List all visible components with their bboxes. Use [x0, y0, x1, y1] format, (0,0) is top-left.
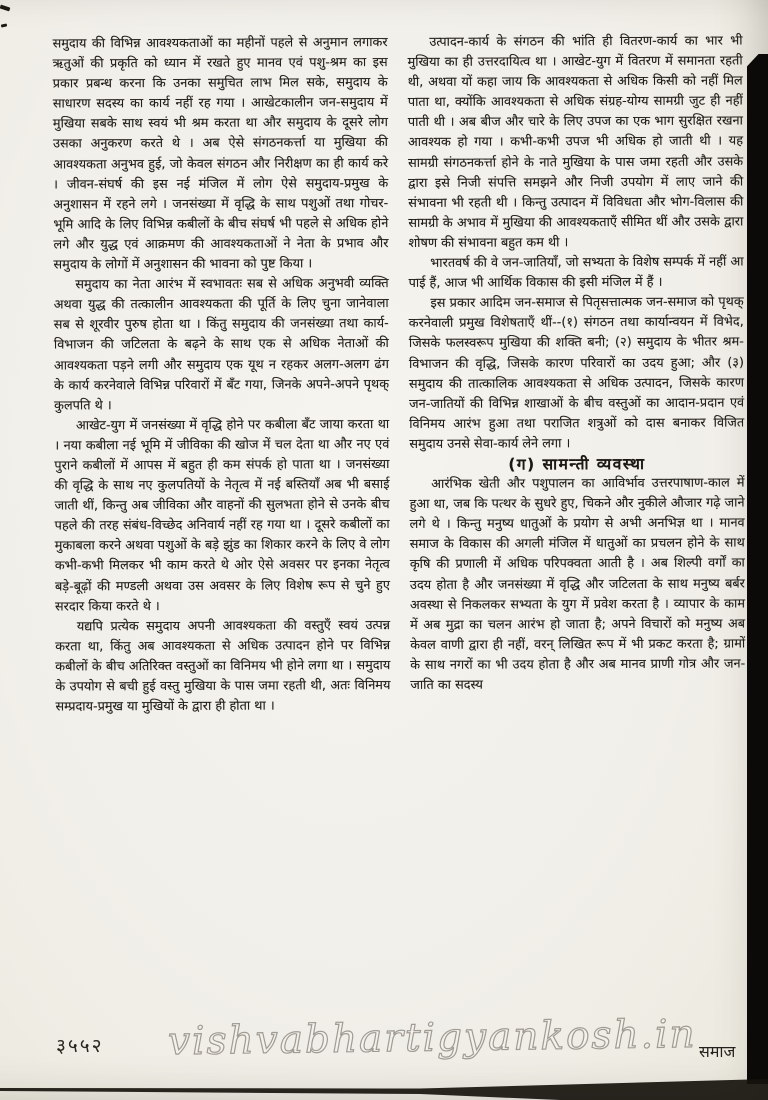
running-title: समाज [699, 1042, 736, 1061]
watermark: vishvabhartigyankosh.in [167, 1011, 697, 1065]
scan-edge-bottom [0, 1070, 768, 1100]
scan-speck [0, 5, 10, 12]
text-body [53, 31, 746, 717]
paragraph: आखेट-युग में जनसंख्या में वृद्धि होने पर कबीला बँट जाया करता था । नया कबीला नई भूमि में जीविका की खोज में चल देता था और नए एवं पुराने कबीलों में आपस में बहुत ही कम संपर्क हो पाता था । जनसंख्या की वृद्धि के साथ नए कुलपतियों के नेतृत्व में नई बस्तियाँ अब भी बसाई जाती थीं, किन्तु अब जीविका और वाहनों की सुलभता होने से उनके बीच पहले की तरह संबंध-विच्छेद अनिवार्य नहीं रह गया था । दूसरे कबीलों का मुकाबला करने अथवा पशुओं के बड़े झुंड का शिकार करने के लिए वे लोग कभी-कभी मिलकर भी काम करते थे ओर ऐसे अवसर पर इनका नेतृत्व बड़े-बूढ़ों की मण्डली अथवा उस अवसर के लिए विशेष रूप से चुने हुए सरदार किया करते थे । [54, 416, 390, 615]
paragraph: समुदाय का नेता आरंभ में स्वभावतः सब से अधिक अनुभवी व्यक्ति अथवा युद्ध की तत्कालीन आवश्यकता की पूर्ति के लिए चुना जानेवाला सब से शूरवीर पुरुष होता था । किंतु समुदाय की जनसंख्या तथा कार्य-विभाजन की जटिलता के बढ़ने के साथ एक से अधिक नेताओं की आवश्यकता पड़ने लगी और समुदाय एक यूथ न रहकर अलग-अलग ढंग के कार्य करनेवाले विभिन्न परिवारों में बँट गया, जिनके अपने-अपने पृथक् कुलपति थे । [53, 276, 390, 414]
paragraph: इस प्रकार आदिम जन-समाज से पितृसत्तात्मक जन-समाज को पृथक् करनेवाली प्रमुख विशेषताएँ थीं--(१) संगठन तथा कार्यान्वयन में विभेद, जिसके फलस्वरूप मुखिया की शक्ति बनी; (२) समुदाय के भीतर श्रम-विभाजन की वृद्धि, जिसके कारण परिवारों का उदय हुआ; और (३) समुदाय की तात्कालिक आवश्यकता से अधिक उत्पादन, जिसके कारण जन-जातियों की विभिन्न शाखाओं के बीच वस्तुओं का आदान-प्रदान एवं विनिमय आरंभ हुआ तथा पराजित शत्रुओं को दास बनाकर विजित समुदाय उनसे सेवा-कार्य लेने लगा । [408, 294, 745, 452]
paragraph: आरंभिक खेती और पशुपालन का आविर्भाव उत्तरपाषाण-काल में हुआ था, जब कि पत्थर के सुधरे हुए, चिकने और नुकीले औजार गढ़े जाने लगे थे । किन्तु मनुष्य धातुओं के प्रयोग से अभी अनभिज्ञ था । मानव समाज के विकास की अगली मंजिल में धातुओं का प्रचलन होने के साथ कृषि की प्रणाली में अधिक परिपक्वता आती है । अब शिल्पी वर्गों का उदय होता है और जनसंख्या में वृद्धि और जटिलता के साथ मनुष्य बर्बर अवस्था से निकलकर सभ्यता के युग में प्रवेश करता है । व्यापार के काम में अब मुद्रा का चलन आरंभ हो जाता है; अपने विचारों को मनुष्य अब केवल वाणी द्वारा ही नहीं, वरन् लिखित रूप में भी प्रकट करता है; ग्रामों के साथ नगरों का भी उदय होता है और अब मानव प्राणी गोत्र और जन-जाति का सदस्य [409, 475, 746, 693]
left-column [53, 33, 391, 718]
section-heading: (ग) सामन्ती व्यवस्था [508, 454, 646, 474]
right-column [408, 31, 746, 716]
paragraph: भारतवर्ष की वे जन-जातियाँ, जो सभ्यता के विशेष सम्पर्क में नहीं आ पाई हैं, आज भी आर्थिक विकास की इसी मंजिल में हैं । [408, 254, 744, 292]
scan-edge-right [747, 54, 768, 1084]
page-number: ३५५२ [56, 1035, 104, 1057]
paragraph: उत्पादन-कार्य के संगठन की भांति ही वितरण-कार्य का भार भी मुखिया का ही उत्तरदायित्व था । आखेट-युग में वितरण में समानता रहती थी, अथवा यों कहा जाय कि आवश्यकता से अधिक किसी को नहीं मिल पाता था, क्योंकि आवश्यकता से अधिक संग्रह-योग्य सामग्री जुट ही नहीं पाती थी । अब बीज और चारे के लिए उपज का एक भाग सुरक्षित रखना आवश्यक हो गया । कभी-कभी उपज भी अधिक हो जाती थी । यह सामग्री संगठनकर्त्ता होने के नाते मुखिया के पास जमा रहती और उसके द्वारा इसे निजी संपत्ति समझने और निजी उपयोग में लाए जाने की संभावना भी रहती थी । किन्तु उत्पादन में विविधता और भोग-विलास की सामग्री के अभाव में मुखिया की आवश्यकताएँ सीमित थीं और उसके द्वारा शोषण की संभावना बहुत कम थी । [407, 33, 744, 251]
scan-speck [1, 23, 7, 27]
paragraph: समुदाय की विभिन्न आवश्यकताओं का महीनों पहले से अनुमान लगाकर ऋतुओं की प्रकृति को ध्यान में रखते हुए मानव एवं पशु-श्रम का इस प्रकार प्रबन्ध करना कि उनका समुचित लाभ मिल सके, समुदाय के साधारण सदस्य का कार्य नहीं रह गया । आखेटकालीन जन-समुदाय में मुखिया सबके साथ स्वयं भी श्रम करता था और समुदाय के दूसरे लोग उसका अनुकरण करते थे । अब ऐसे संगठनकर्त्ता या मुखिया की आवश्यकता अनुभव हुई, जो केवल संगठन और निरीक्षण का ही कार्य करे । जीवन-संघर्ष की इस नई मंजिल में लोग ऐसे समुदाय-प्रमुख के अनुशासन में रहने लगे । जनसंख्या में वृद्धि के साथ पशुओं तथा गोचर-भूमि आदि के लिए विभिन्न कबीलों के बीच संघर्ष भी पहले से अधिक होने लगे और युद्ध एवं आक्रमण की आवश्यकताओं ने नेता के प्रभाव और समुदाय के लोगों में अनुशासन की भावना को पुष्ट किया । [52, 35, 389, 273]
paragraph: यद्यपि प्रत्येक समुदाय अपनी आवश्यकता की वस्तुएँ स्वयं उत्पन्न करता था, किंतु अब आवश्यकता से अधिक उत्पादन होने पर विभिन्न कबीलों के बीच अतिरिक्त वस्तुओं का विनिमय भी होने लगा था । समुदाय के उपयोग से बची हुई वस्तु मुखिया के पास जमा रहती थी, अतः विनिमय सम्प्रदाय-प्रमुख या मुखियों के द्वारा ही होता था । [55, 617, 391, 715]
